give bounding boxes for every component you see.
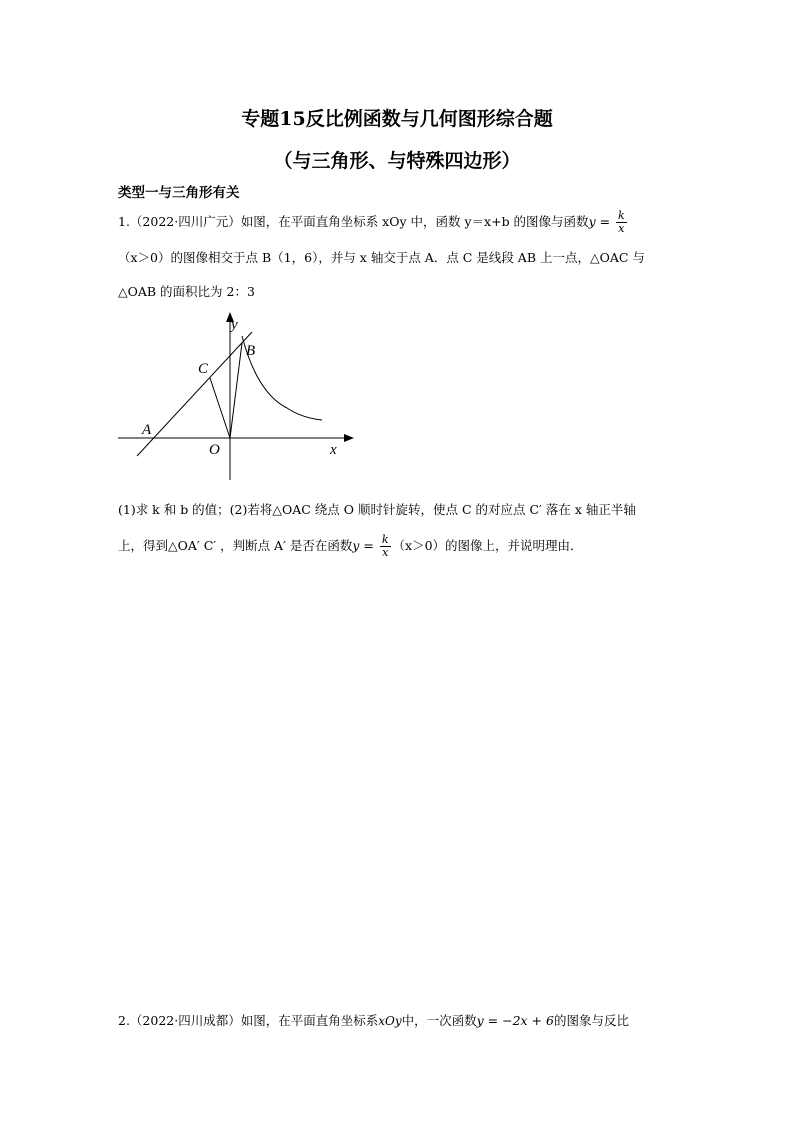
q2-coord-sys: xOy <box>378 1014 402 1028</box>
q1-line5 <box>118 534 583 559</box>
section-heading: 类型一与三角形有关 <box>118 185 240 201</box>
q1-line4: (1)求 k 和 b 的值；(2)若将△OAC 绕点 O 顺时针旋转，使点 C 的对应点 C′ 落在 x 轴正半轴 <box>118 502 636 517</box>
q1-line5-func-eq: = <box>359 538 378 553</box>
label-b: B <box>246 343 256 359</box>
q1-line5-pre: 上，得到△OA′ C′ ，判断点 A′ 是否在函数 <box>118 538 353 553</box>
q1-figure <box>112 308 362 483</box>
page-title: 专题15反比例函数与几何图形综合题 <box>241 108 553 130</box>
q1-line5-func-y: y <box>352 538 360 553</box>
q1-line5-frac-den: x <box>382 546 389 559</box>
q1-frac-den: x <box>618 222 625 235</box>
q2-line1 <box>118 1011 629 1029</box>
q1-func-y: y <box>588 214 596 229</box>
q1-line2: （x＞0）的图像相交于点 B（1，6），并与 x 轴交于点 A．点 C 是线段 AB 上一点，△OAC 与 <box>118 250 645 265</box>
q2-line1-mid: 中，一次函数 <box>401 1013 477 1028</box>
q1-frac-num: k <box>618 209 625 222</box>
q1-line1 <box>118 210 629 235</box>
q1-line3: △OAB 的面积比为 2：3 <box>118 284 255 299</box>
q1-line5-frac-num: k <box>381 533 389 546</box>
segment-ob <box>230 343 242 438</box>
q2-func: y = −2x + 6 <box>476 1013 554 1028</box>
q1-func-eq: = <box>595 214 615 229</box>
page-subtitle: （与三角形、与特殊四边形） <box>273 150 521 172</box>
line-ab <box>137 332 252 456</box>
q1-fraction <box>616 210 627 235</box>
label-c: C <box>198 361 209 377</box>
label-x: x <box>330 442 337 458</box>
q1-line1-text: 1.（2022·四川广元）如图，在平面直角坐标系 xOy 中，函数 y＝x+b 的图像与函数 <box>118 214 589 229</box>
q2-line1-pre: 2.（2022·四川成都）如图，在平面直角坐标系 <box>118 1013 379 1028</box>
label-y: y <box>231 317 238 333</box>
label-o: O <box>209 442 220 458</box>
segment-oc <box>210 378 230 438</box>
q1-line5-fraction <box>380 534 391 559</box>
q1-line5-post: （x＞0）的图像上，并说明理由． <box>392 538 583 553</box>
x-axis-arrow <box>344 434 354 442</box>
q2-line1-post: 的图象与反比 <box>553 1013 629 1028</box>
label-a: A <box>142 422 152 438</box>
